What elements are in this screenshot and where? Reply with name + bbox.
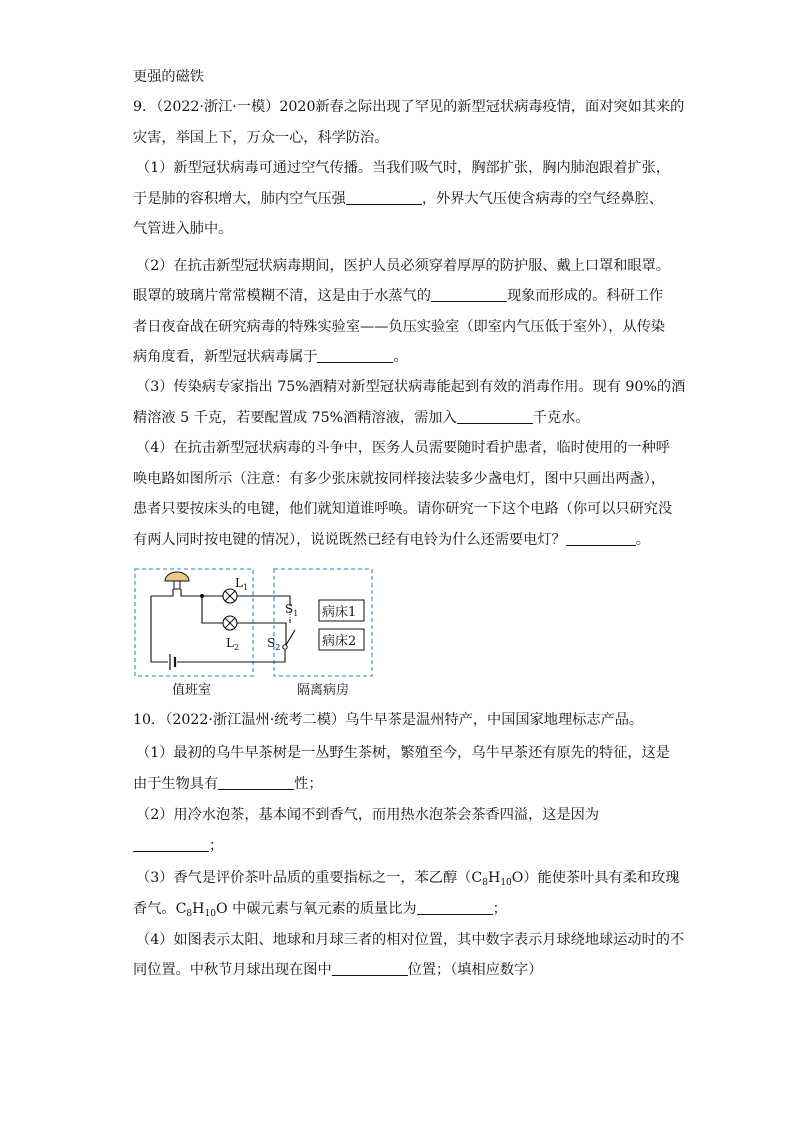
label-L1: $L_1$: [235, 576, 249, 592]
bed-2-label: 病床2: [322, 634, 357, 649]
text-line: （1）最初的乌牛早茶树是一丛野生茶树，繁殖至今，乌牛早茶还有原先的特征，这是: [136, 745, 670, 761]
junction: [200, 594, 204, 598]
label-S2: $S_2$: [267, 636, 281, 652]
text-line: 同位置。中秋节月球出现在图中 位置；（填相应数字）: [133, 962, 543, 978]
text-line: 气管进入肺中。: [133, 221, 233, 237]
wires: [151, 589, 290, 662]
answer-blank[interactable]: [332, 960, 408, 976]
text-line: （2）在抗击新型冠状病毒期间，医护人员必须穿着厚厚的防护服、戴上口罩和眼罩。: [136, 258, 670, 274]
text-line: 唤电路如图所示（注意：有多少张床就按同样接法装多少盏电灯，图中只画出两盏），: [133, 471, 666, 487]
answer-blank[interactable]: [133, 836, 209, 852]
answer-blank[interactable]: [317, 347, 393, 363]
text-line: （2）用冷水泡茶，基本闻不到香气，而用热水泡茶会茶香四溢，这是因为: [136, 807, 600, 823]
text-line: 由于生物具有 性；: [133, 776, 323, 792]
answer-blank[interactable]: [346, 189, 422, 205]
duty-room-label: 值班室: [172, 683, 212, 698]
text-line: 有两人同时按电键的情况），说说既然已经有电铃为什么还需要电灯？ 。: [133, 532, 650, 548]
ward-box: [274, 569, 372, 676]
answer-blank[interactable]: [431, 286, 507, 302]
answer-blank[interactable]: [457, 408, 533, 424]
lamp-L1-icon: [223, 589, 237, 603]
text-line: 香气。$C_8H_{10}O$ 中碳元素与氧元素的质量比为 ；: [133, 901, 507, 919]
text-line: 灾害，举国上下，万众一心，科学防治。: [133, 130, 389, 146]
answer-blank[interactable]: [218, 774, 294, 790]
switch-S2-icon: [283, 630, 295, 649]
text-line: 病角度看，新型冠状病毒属于 。: [133, 349, 408, 365]
text-line: 眼罩的玻璃片常常模糊不清，这是由于水蒸气的 现象而形成的。科研工作: [133, 288, 664, 304]
ward-label: 隔离病房: [297, 683, 350, 698]
text-line: ；: [133, 836, 223, 856]
call-circuit-diagram: [133, 567, 378, 699]
bed-1-label: 病床1: [322, 605, 357, 620]
text-line: 精溶液 5 千克，若要配置成 75%酒精溶液，需加入 千克水。: [133, 410, 590, 426]
question-10-heading: 10．（2022·浙江温州·统考二模）乌牛早茶是温州特产，中国国家地理标志产品。: [133, 712, 644, 728]
answer-blank[interactable]: [566, 530, 636, 546]
lamp-L2-icon: [223, 616, 237, 630]
answer-blank[interactable]: [417, 899, 493, 915]
battery-icon: [170, 654, 175, 670]
label-L2: $L_2$: [226, 636, 240, 652]
label-S1: $S_1$: [285, 602, 299, 618]
text-line: （3）传染病专家指出 75%酒精对新型冠状病毒能起到有效的消毒作用。现有 90%的酒: [136, 379, 686, 395]
text-line: 者日夜奋战在研究病毒的特殊实验室——负压实验室（即室内气压低于室外），从传染: [133, 319, 666, 335]
text-line: （4）如图表示太阳、地球和月球三者的相对位置，其中数字表示月球绕地球运动时的不: [136, 932, 685, 948]
text-line: 更强的磁铁: [133, 69, 204, 85]
question-9-heading: 9．（2022·浙江·一模）2020新春之际出现了罕见的新型冠状病毒疫情，面对突如其来的: [133, 99, 685, 115]
text-line: 患者只要按床头的电键，他们就知道谁呼唤。请你研究一下这个电路（你可以只研究没: [133, 501, 673, 517]
bell-icon: [165, 572, 189, 589]
text-line: （3）香气是评价茶叶品质的重要指标之一，苯乙醇$(C_8H_{10}O)$能使茶叶具有柔和玫瑰: [136, 870, 680, 888]
text-line: （4）在抗击新型冠状病毒的斗争中，医务人员需要随时看护患者，临时使用的一种呼: [136, 440, 670, 456]
text-line: （1）新型冠状病毒可通过空气传播。当我们吸气时，胸部扩张，胸内肺泡跟着扩张，: [136, 160, 670, 176]
text-line: 于是肺的容积增大，肺内空气压强 ，外界大气压使含病毒的空气经鼻腔、: [133, 191, 664, 207]
